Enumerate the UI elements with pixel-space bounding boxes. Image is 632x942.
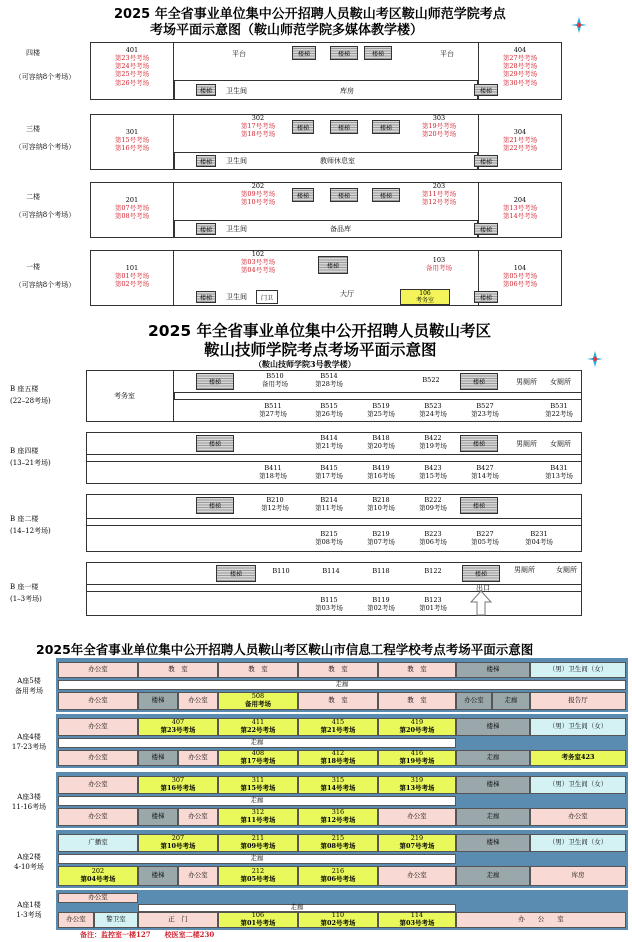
a2-room-216: 216 第06号考场 (298, 866, 378, 886)
a4-room-408: 408 第17号考场 (218, 750, 298, 766)
a5-classroom-2: 教 室 (218, 662, 298, 678)
platform-right: 平台 (440, 50, 454, 58)
stair-3-a: 楼梯 (292, 120, 314, 134)
sec1-floor4-capacity: （可容纳8个考场） (14, 73, 76, 81)
b5-label: B 座五楼 (10, 385, 39, 393)
b4-room-b427: B427 第14考场 (471, 464, 499, 481)
a5-stair-right: 楼梯 (456, 662, 530, 678)
a5-office-3: 办公室 (178, 692, 218, 710)
b1-exit: 出口 (476, 584, 490, 592)
guard-room-1: 门卫 (256, 290, 278, 304)
a2-room-202: 202 第04号考场 (58, 866, 138, 886)
b4-range: (13–21考场) (10, 459, 51, 467)
stair-2-b: 楼梯 (330, 188, 358, 202)
a1-office-2: 办公室 (58, 912, 94, 928)
b2-room-b215: B215 第08考场 (315, 530, 343, 547)
b1-room-b114: B114 (322, 567, 340, 575)
b5-room-b511: B511 第27考场 (259, 402, 287, 419)
b5-stair-left: 楼梯 (196, 373, 234, 390)
a2-stair-left: 楼梯 (138, 866, 178, 886)
b5-room-b523: B523 第24考场 (419, 402, 447, 419)
a3-office-3: 办公室 (178, 808, 218, 826)
sec1-floor4-label: 四楼 (26, 49, 40, 57)
logo-icon-2 (586, 350, 604, 368)
a4-wc: （男）卫生间（女） (530, 718, 626, 736)
stair-3-e: 楼梯 (474, 155, 498, 167)
wc-1: 卫生间 (226, 293, 247, 301)
b4-label: B 座四楼 (10, 447, 39, 455)
sec1-floor1-capacity: （可容纳8个考场） (14, 281, 76, 289)
a5-classroom-5: 教 室 (298, 692, 378, 710)
b4-room-b431: B431 第13考场 (545, 464, 573, 481)
a5-wc: （男）卫生间（女） (530, 662, 626, 678)
a4-office-1: 办公室 (58, 718, 138, 736)
a4-corridor: 走廊 (58, 738, 456, 748)
b1-room-b118: B118 (372, 567, 390, 575)
sec1-f4-service-row (174, 80, 478, 100)
a2-label: A座2楼 4-10考场 (14, 853, 44, 871)
b4-stair-right: 楼梯 (460, 435, 498, 452)
b1-label: B 座一楼 (10, 583, 39, 591)
b5-room-b519: B519 第25考场 (367, 402, 395, 419)
a5-corridor: 走廊 (58, 680, 626, 690)
b1-wc-male: 男厕所 (514, 566, 535, 574)
room-401-label: 401 第23号考场 第24号考场 第25号考场 第26号考场 (114, 46, 150, 87)
room-103-label: 103 备用考场 (426, 256, 452, 273)
b5-room-b514: B514 第28考场 (315, 372, 343, 389)
b2-room-b218: B218 第10考场 (367, 496, 395, 513)
stair-4-d: 楼梯 (196, 84, 216, 96)
a3-room-311: 311 第15号考场 (218, 776, 298, 794)
b4-room-b415: B415 第17考场 (315, 464, 343, 481)
a3-office-4: 办公室 (378, 808, 456, 826)
a3-corridor: 走廊 (58, 796, 456, 806)
sec2-subtitle: （鞍山技师学院3号教学楼） (254, 359, 356, 369)
b1-corridor (86, 584, 582, 592)
b5-exam-office: 考务室 (114, 392, 135, 400)
stair-1-a: 楼梯 (318, 256, 348, 274)
a3-room-307: 307 第16号考场 (138, 776, 218, 794)
sec2-title-line1: 2025 年全省事业单位集中公开招聘人员鞍山考区 (148, 322, 492, 340)
sec1-floor3-label: 三楼 (26, 125, 40, 133)
b2-room-b231: B231 第04考场 (525, 530, 553, 547)
b1-room-b110: B110 (272, 567, 290, 575)
a2-room-207: 207 第10号考场 (138, 834, 218, 852)
b2-stair-right: 楼梯 (460, 497, 498, 514)
a2-stair-right: 楼梯 (456, 834, 530, 852)
a5-office-1: 办公室 (58, 662, 138, 678)
b2-room-b227: B227 第05考场 (471, 530, 499, 547)
a2-broadcast-room: 广播室 (58, 834, 138, 852)
a4-room-416: 416 第19号考场 (378, 750, 456, 766)
b1-room-b123: B123 第01考场 (419, 596, 447, 613)
stair-4-c: 楼梯 (364, 46, 392, 60)
b2-corridor (86, 518, 582, 526)
stair-3-c: 楼梯 (372, 120, 400, 134)
a2-corridor-side: 走廊 (456, 866, 530, 886)
sec1-title-line1: 2025 年全省事业单位集中公开招聘人员鞍山考区鞍山师范学院考点 (114, 7, 506, 22)
b4-room-b418: B418 第20考场 (367, 434, 395, 451)
a5-office-gray: 办公室 (456, 692, 492, 710)
a3-room-312: 312 第11号考场 (218, 808, 298, 826)
a4-room-407: 407 第23号考场 (138, 718, 218, 736)
logo-icon (570, 16, 588, 34)
room-202-label: 202 第09号考场 第10号考场 (240, 182, 276, 207)
a3-corridor-side: 走廊 (456, 808, 530, 826)
b5-room-b515: B515 第26考场 (315, 402, 343, 419)
b1-room-b119: B119 第02考场 (367, 596, 395, 613)
a4-office-2: 办公室 (58, 750, 138, 766)
b2-room-b219: B219 第07考场 (367, 530, 395, 547)
exam-office-106: 106 考务室 (400, 289, 450, 305)
stair-2-d: 楼梯 (196, 223, 216, 235)
a1-corridor: 走廊 (138, 904, 456, 912)
lobby-1: 大厅 (340, 290, 354, 298)
room-304-label: 304 第21号考场 第22号考场 (502, 128, 538, 153)
b5-room-b522: B522 (422, 376, 440, 384)
a4-office-3: 办公室 (178, 750, 218, 766)
sec1-floor2-capacity: （可容纳8个考场） (14, 211, 76, 219)
wc-3: 卫生间 (226, 157, 247, 165)
wc-2: 卫生间 (226, 225, 247, 233)
a1-office-big: 办 公 室 (456, 912, 626, 928)
b4-corridor (86, 454, 582, 462)
stair-3-d: 楼梯 (196, 155, 216, 167)
staff-room-3: 教师休息室 (320, 157, 355, 165)
sec2-title-line2: 鞍山技师学院考点考场平面示意图 (204, 341, 437, 359)
b4-wc-female: 女厕所 (550, 440, 571, 448)
platform-left: 平台 (232, 50, 246, 58)
room-204-label: 204 第13号考场 第14号考场 (502, 196, 538, 221)
storage-4: 库房 (340, 87, 354, 95)
b2-room-b222: B222 第09考场 (419, 496, 447, 513)
a5-stair-left: 楼梯 (138, 692, 178, 710)
a4-stair-right: 楼梯 (456, 718, 530, 736)
a3-room-315: 315 第14号考场 (298, 776, 378, 794)
b4-room-b422: B422 第19考场 (419, 434, 447, 451)
a2-corridor: 走廊 (58, 854, 456, 864)
b4-wc-male: 男厕所 (516, 440, 537, 448)
a4-room-412: 412 第18号考场 (298, 750, 378, 766)
stair-3-b: 楼梯 (330, 120, 358, 134)
b5-stair-right: 楼梯 (460, 373, 498, 390)
a2-room-215: 215 第08号考场 (298, 834, 378, 852)
b5-room-b527: B527 第23考场 (471, 402, 499, 419)
stair-1-b: 楼梯 (196, 291, 216, 303)
b2-stair-left: 楼梯 (196, 497, 234, 514)
a3-label: A座3楼 11-16考场 (11, 793, 47, 811)
room-101-label: 101 第01号考场 第02号考场 (114, 264, 150, 289)
a3-office-5: 办公室 (530, 808, 626, 826)
a2-storage: 库房 (530, 866, 626, 886)
room-302-label: 302 第17号考场 第18号考场 (240, 114, 276, 139)
a5-label: A座5楼 备用考场 (15, 677, 43, 695)
b1-range: (1–3考场) (10, 595, 42, 603)
stair-4-b: 楼梯 (330, 46, 358, 60)
a3-room-316: 316 第12号考场 (298, 808, 378, 826)
a1-label: A座1楼 1-3考场 (16, 901, 42, 919)
sec3-note: 备注：监控室一楼127 校医室二楼230 (80, 930, 215, 939)
b1-stair-right: 楼梯 (462, 565, 500, 582)
a3-office-1: 办公室 (58, 776, 138, 794)
a4-exam-office-423: 考务室423 (530, 750, 626, 766)
sec1-floor2-label: 二楼 (26, 193, 40, 201)
b5-wc-female: 女厕所 (550, 378, 571, 386)
sec1-title-line2: 考场平面示意图（鞍山师范学院多媒体教学楼） (150, 23, 424, 38)
stair-2-c: 楼梯 (372, 188, 400, 202)
stair-2-e: 楼梯 (474, 223, 498, 235)
a3-room-319: 319 第13号考场 (378, 776, 456, 794)
b1-stair-left: 楼梯 (216, 565, 256, 582)
a5-office-2: 办公室 (58, 692, 138, 710)
a1-room-106: 106 第01号考场 (218, 912, 298, 928)
a2-office-1: 办公室 (178, 866, 218, 886)
room-303-label: 303 第19号考场 第20号考场 (421, 114, 457, 139)
a5-classroom-4: 教 室 (378, 662, 456, 678)
b4-room-b411: B411 第18考场 (259, 464, 287, 481)
a4-stair-left: 楼梯 (138, 750, 178, 766)
a3-stair-left: 楼梯 (138, 808, 178, 826)
a4-corridor-side: 走廊 (456, 750, 530, 766)
sec3-title: 2025年全省事业单位集中公开招聘人员鞍山考区鞍山市信息工程学校考点考场平面示意图 (36, 642, 534, 657)
b2-range: (14–12考场) (10, 527, 51, 535)
b5-room-b510: B510 备用考场 (262, 372, 288, 389)
a2-wc: （男）卫生间（女） (530, 834, 626, 852)
b4-stair-left: 楼梯 (196, 435, 234, 452)
a1-room-110: 110 第02号考场 (298, 912, 378, 928)
supply-room-2: 备品库 (330, 225, 351, 233)
a5-report-hall: 报告厅 (530, 692, 626, 710)
room-102-label: 102 第03号考场 第04号考场 (240, 250, 276, 275)
b5-range: (22–28考场) (10, 397, 51, 405)
a1-office-1: 办公室 (58, 893, 138, 903)
a5-classroom-3: 教 室 (298, 662, 378, 678)
sec1-f2-service-row (174, 220, 478, 238)
b2-label: B 座二楼 (10, 515, 39, 523)
a2-office-2: 办公室 (378, 866, 456, 886)
a3-office-2: 办公室 (58, 808, 138, 826)
a3-wc: （男）卫生间（女） (530, 776, 626, 794)
a3-stair-right: 楼梯 (456, 776, 530, 794)
room-104-label: 104 第05号考场 第06号考场 (502, 264, 538, 289)
a2-room-211: 211 第09号考场 (218, 834, 298, 852)
a1-main-gate: 正 门 (138, 912, 218, 928)
stair-2-a: 楼梯 (292, 188, 314, 202)
b4-room-b419: B419 第16考场 (367, 464, 395, 481)
stair-4-a: 楼梯 (292, 46, 316, 60)
room-201-label: 201 第07号考场 第08号考场 (114, 196, 150, 221)
b4-room-b423: B423 第15考场 (419, 464, 447, 481)
wc-4: 卫生间 (226, 87, 247, 95)
a1-room-114: 114 第03号考场 (378, 912, 456, 928)
a4-room-411: 411 第22号考场 (218, 718, 298, 736)
a1-guard-room: 警卫室 (94, 912, 138, 928)
room-301-label: 301 第15号考场 第16号考场 (114, 128, 150, 153)
a4-room-419: 419 第20号考场 (378, 718, 456, 736)
a5-corridor-side: 走廊 (492, 692, 530, 710)
a5-classroom-1: 教 室 (138, 662, 218, 678)
stair-1-c: 楼梯 (474, 291, 498, 303)
sec1-floor3-capacity: （可容纳8个考场） (14, 143, 76, 151)
b5-corridor (174, 392, 582, 400)
b2-room-b210: B210 第12考场 (261, 496, 289, 513)
a2-room-212: 212 第05号考场 (218, 866, 298, 886)
a4-label: A座4楼 17-23考场 (11, 733, 47, 751)
a4-room-415: 415 第21号考场 (298, 718, 378, 736)
sec1-floor1-label: 一楼 (26, 263, 40, 271)
b5-wc-male: 男厕所 (516, 378, 537, 386)
b1-room-b122: B122 (424, 567, 442, 575)
b2-room-b223: B223 第06考场 (419, 530, 447, 547)
stair-4-e: 楼梯 (474, 84, 498, 96)
b2-room-b214: B214 第11考场 (315, 496, 343, 513)
room-404-label: 404 第27号考场 第28号考场 第29号考场 第30号考场 (502, 46, 538, 87)
b1-wc-female: 女厕所 (556, 566, 577, 574)
a5-classroom-6: 教 室 (378, 692, 456, 710)
up-arrow-icon (470, 590, 492, 616)
b4-room-b414: B414 第21考场 (315, 434, 343, 451)
a5-room-508: 508 备用考场 (218, 692, 298, 710)
b5-room-b531: B531 第22考场 (545, 402, 573, 419)
a2-room-219: 219 第07号考场 (378, 834, 456, 852)
b1-room-b115: B115 第03考场 (315, 596, 343, 613)
room-203-label: 203 第11号考场 第12号考场 (421, 182, 457, 207)
